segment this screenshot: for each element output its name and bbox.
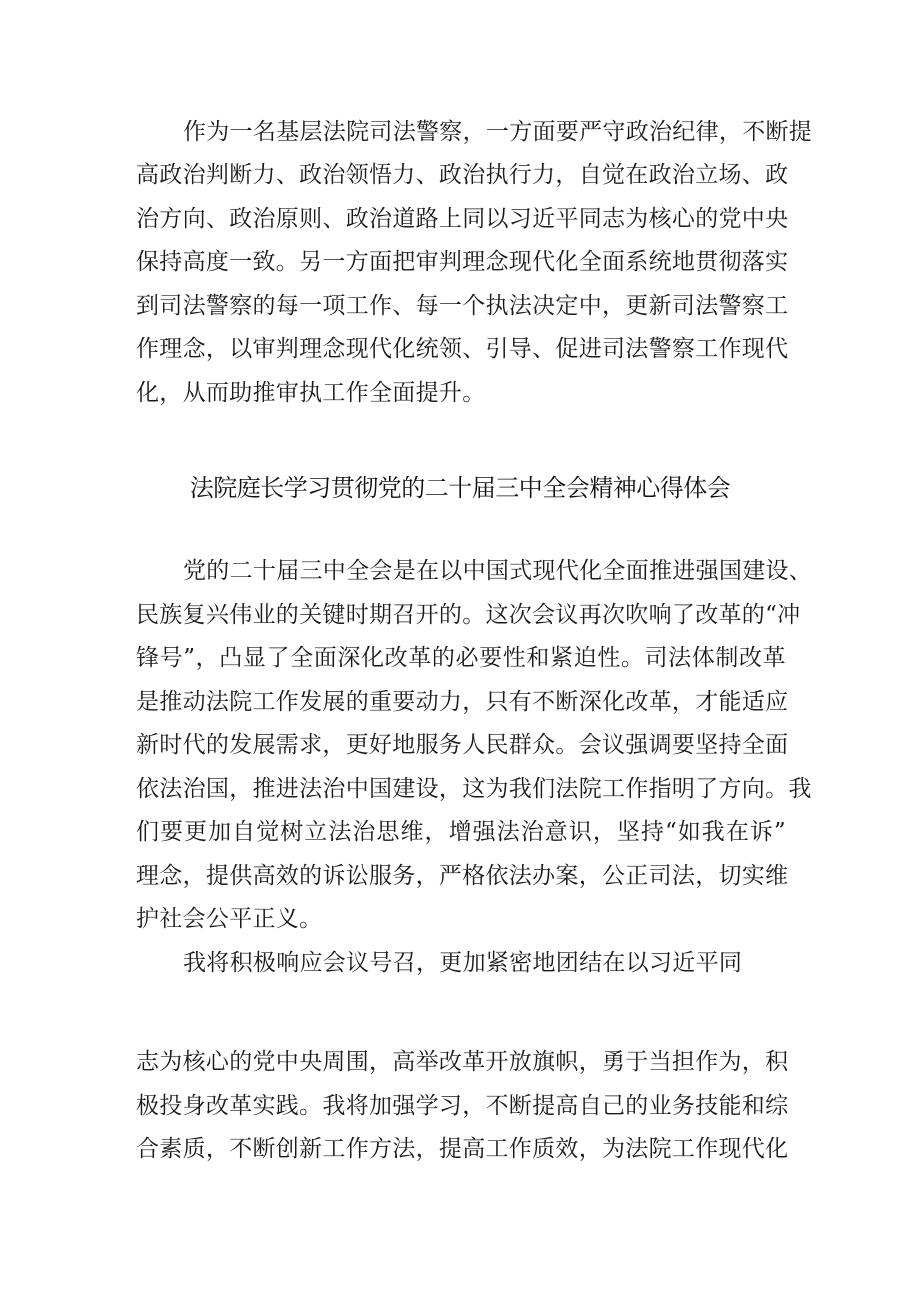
paragraph-1-line-6: 作理念，以审判理念现代化统领、引导、促进司法警察工作现代 xyxy=(136,336,789,362)
paragraph-2-line-3: 锋号”，凸显了全面深化改革的必要性和紧迫性。司法体制改革 xyxy=(136,645,786,671)
paragraph-2-line-1: 党的二十届三中全会是在以中国式现代化全面推进强国建设、 xyxy=(183,558,813,584)
paragraph-1-line-2: 高政治判断力、政治领悟力、政治执行力，自觉在政治立场、政 xyxy=(136,162,789,188)
paragraph-1-line-5: 到司法警察的每一项工作、每一个执法决定中，更新司法警察工 xyxy=(136,293,789,319)
paragraph-1-line-3: 治方向、政治原则、政治道路上同以习近平同志为核心的党中央 xyxy=(136,206,789,232)
paragraph-2-line-7: 们要更加自觉树立法治思维，增强法治意识，坚持“如我在诉” xyxy=(136,819,786,845)
paragraph-2-line-2: 民族复兴伟业的关键时期召开的。这次会议再次吹响了改革的“冲 xyxy=(136,602,801,628)
paragraph-2-line-5: 新时代的发展需求，更好地服务人民群众。会议强调要坚持全面 xyxy=(136,732,789,758)
paragraph-2-line-9: 护社会公平正义。 xyxy=(136,906,323,932)
paragraph-1-line-1: 作为一名基层法院司法警察，一方面要严守政治纪律，不断提 xyxy=(183,119,813,145)
paragraph-2-line-6: 依法治国，推进法治中国建设，这为我们法院工作指明了方向。我 xyxy=(136,776,812,802)
paragraph-3-line-3: 极投身改革实践。我将加强学习，不断提高自己的业务技能和综 xyxy=(136,1093,789,1119)
paragraph-3-line-4: 合素质，不断创新工作方法，提高工作质效，为法院工作现代化 xyxy=(136,1136,789,1162)
paragraph-2-line-4: 是推动法院工作发展的重要动力，只有不断深化改革，才能适应 xyxy=(136,689,789,715)
paragraph-3-line-2: 志为核心的党中央周围，高举改革开放旗帜，勇于当担作为，积 xyxy=(136,1049,789,1075)
paragraph-1-line-7: 化，从而助推审执工作全面提升。 xyxy=(136,380,486,406)
paragraph-2-line-8: 理念，提供高效的诉讼服务，严格依法办案，公正司法，切实维 xyxy=(136,863,789,889)
article-heading: 法院庭长学习贯彻党的二十届三中全会精神心得体会 xyxy=(189,474,731,502)
paragraph-1-line-4: 保持高度一致。另一方面把审判理念现代化全面系统地贯彻落实 xyxy=(136,249,789,275)
paragraph-3-line-1: 我将积极响应会议号召，更加紧密地团结在以习近平同 xyxy=(183,950,743,976)
